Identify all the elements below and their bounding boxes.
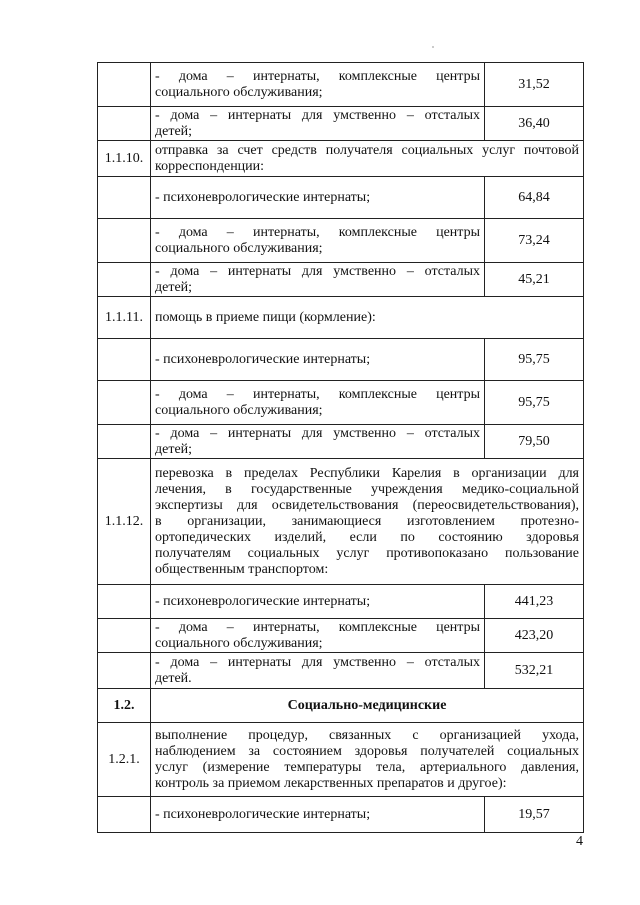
tariff-value-cell: 95,75 <box>485 339 584 381</box>
tariff-value-cell: 19,57 <box>485 797 584 833</box>
item-number-cell <box>98 653 151 689</box>
table-row <box>98 619 584 653</box>
item-number-cell <box>98 619 151 653</box>
table-row <box>98 63 584 107</box>
description-line: - дома – интернаты, комплексные центры <box>155 386 480 402</box>
description-line: социального обслуживания; <box>155 84 323 100</box>
tariff-table <box>97 62 584 833</box>
service-description-cell <box>151 141 584 177</box>
table-row <box>98 723 584 797</box>
tariff-value-cell: 79,50 <box>485 425 584 459</box>
description-line: - психоневрологические интернаты; <box>155 189 371 205</box>
tariff-value-cell: 64,84 <box>485 177 584 219</box>
item-number-cell <box>98 63 151 107</box>
service-description-cell <box>151 459 584 585</box>
table-row <box>98 219 584 263</box>
table-row <box>98 297 584 339</box>
item-number-cell <box>98 107 151 141</box>
description-line: лечения, в государственные учреждения медико-социальной <box>155 481 579 497</box>
description-line: контроль за приемом лекарственных препаратов и другое): <box>155 775 507 791</box>
service-description-cell <box>151 653 485 689</box>
item-number-cell: 1.1.11. <box>98 297 151 339</box>
table-row <box>98 653 584 689</box>
service-description-cell <box>151 723 584 797</box>
table-row <box>98 459 584 585</box>
item-number-cell <box>98 219 151 263</box>
description-line: - дома – интернаты, комплексные центры <box>155 224 480 240</box>
description-line: детей; <box>155 441 193 457</box>
description-line: - дома – интернаты для умственно – отсталых <box>155 263 480 279</box>
item-number-cell: 1.1.10. <box>98 141 151 177</box>
description-line: помощь в приеме пищи (кормление): <box>155 309 376 325</box>
page-number: 4 <box>576 834 583 849</box>
service-description-cell <box>151 425 485 459</box>
item-number-cell: 1.1.12. <box>98 459 151 585</box>
description-line: детей; <box>155 123 193 139</box>
item-number-cell <box>98 263 151 297</box>
description-line: экспертизы для освидетельствования (переосвидетельствования), <box>155 497 579 513</box>
item-number-cell <box>98 177 151 219</box>
description-line: в организации, занимающиеся изготовлением протезно- <box>155 513 579 529</box>
item-number-cell <box>98 797 151 833</box>
tariff-value-cell: 441,23 <box>485 585 584 619</box>
service-description-cell <box>151 219 485 263</box>
description-line: социального обслуживания; <box>155 635 323 651</box>
item-number-cell <box>98 425 151 459</box>
table-row <box>98 585 584 619</box>
description-line: детей. <box>155 670 192 686</box>
table-row <box>98 797 584 833</box>
table-row <box>98 177 584 219</box>
table-row <box>98 141 584 177</box>
item-number-cell: 1.2. <box>98 689 151 723</box>
tariff-value-cell: 36,40 <box>485 107 584 141</box>
service-description-cell <box>151 339 485 381</box>
service-description-cell <box>151 585 485 619</box>
service-description-cell <box>151 107 485 141</box>
description-line: - психоневрологические интернаты; <box>155 593 371 609</box>
item-number-cell <box>98 585 151 619</box>
description-line: - дома – интернаты, комплексные центры <box>155 68 480 84</box>
table-row <box>98 107 584 141</box>
description-line: - дома – интернаты для умственно – отсталых <box>155 654 480 670</box>
service-description-cell <box>151 263 485 297</box>
service-description-cell <box>151 797 485 833</box>
table-row <box>98 425 584 459</box>
description-line: общественным транспортом: <box>155 561 329 577</box>
description-line: - психоневрологические интернаты; <box>155 351 371 367</box>
description-line: наблюдением за состоянием здоровья получателей социальных <box>155 743 579 759</box>
service-description-cell <box>151 297 584 339</box>
item-number-cell <box>98 381 151 425</box>
service-description-cell <box>151 63 485 107</box>
description-line: корреспонденции: <box>155 158 265 174</box>
tariff-value-cell: 73,24 <box>485 219 584 263</box>
item-number-cell <box>98 339 151 381</box>
description-line: - дома – интернаты для умственно – отсталых <box>155 425 480 441</box>
table-row <box>98 381 584 425</box>
description-line: услуг (измерение температуры тела, артериального давления, <box>155 759 579 775</box>
description-line: социального обслуживания; <box>155 402 323 418</box>
description-line: получателям социальных услуг противопоказано пользование <box>155 545 579 561</box>
description-line: социального обслуживания; <box>155 240 323 256</box>
description-line: - дома – интернаты, комплексные центры <box>155 619 480 635</box>
service-description-cell <box>151 619 485 653</box>
service-description-cell <box>151 177 485 219</box>
tariff-value-cell: 45,21 <box>485 263 584 297</box>
table-row <box>98 339 584 381</box>
scan-speck <box>432 46 434 48</box>
tariff-value-cell: 95,75 <box>485 381 584 425</box>
tariff-value-cell: 31,52 <box>485 63 584 107</box>
description-line: отправка за счет средств получателя социальных услуг почтовой <box>155 142 579 158</box>
description-line: ортопедических изделий, если по состоянию здоровья <box>155 529 579 545</box>
table-row <box>98 689 584 723</box>
table-row <box>98 263 584 297</box>
item-number-cell: 1.2.1. <box>98 723 151 797</box>
description-line: - психоневрологические интернаты; <box>155 806 371 822</box>
tariff-value-cell: 423,20 <box>485 619 584 653</box>
description-line: - дома – интернаты для умственно – отсталых <box>155 107 480 123</box>
tariff-value-cell: 532,21 <box>485 653 584 689</box>
service-description-cell <box>151 381 485 425</box>
description-line: выполнение процедур, связанных с организацией ухода, <box>155 727 579 743</box>
description-line: перевозка в пределах Республики Карелия в организации для <box>155 465 579 481</box>
section-title-cell: Социально-медицинские <box>151 689 584 723</box>
description-line: детей; <box>155 279 193 295</box>
